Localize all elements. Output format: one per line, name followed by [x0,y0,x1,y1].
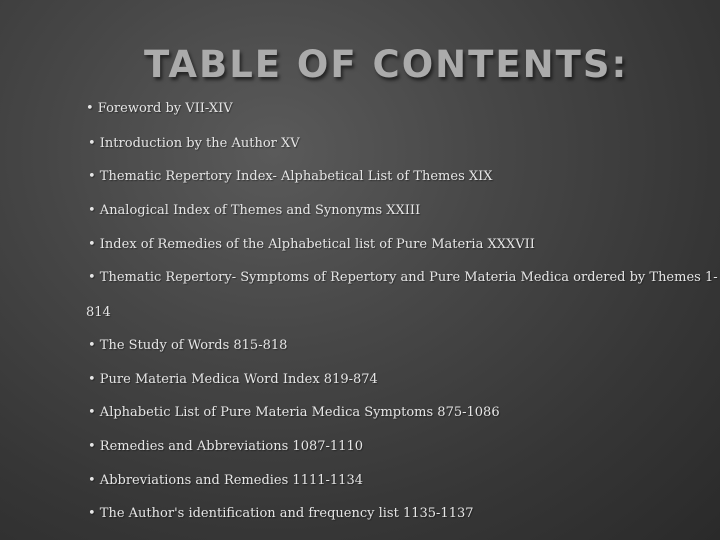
toc-item-thematic-repertory: • Thematic Repertory- Symptoms of Repertory and Pure Materia Medica ordered by Themes 1- [88,270,718,285]
slide-title: TABLE OF CONTENTS: [144,42,629,86]
toc-item-author-identification: • The Author's identification and frequency list 1135-1137 [88,506,474,521]
toc-item-alphabetic-symptoms: • Alphabetic List of Pure Materia Medica Symptoms 875-1086 [88,405,500,420]
toc-item-remedies-abbreviations: • Remedies and Abbreviations 1087-1110 [88,439,363,454]
toc-item-abbreviations-remedies: • Abbreviations and Remedies 1111-1134 [88,473,363,488]
toc-item-thematic-index: • Thematic Repertory Index- Alphabetical List of Themes XIX [88,169,493,184]
toc-item-introduction: • Introduction by the Author XV [88,136,300,151]
toc-item-index-of-remedies: • Index of Remedies of the Alphabetical list of Pure Materia XXXVII [88,237,535,252]
toc-item-study-of-words: • The Study of Words 815-818 [88,338,288,353]
toc-item-word-index: • Pure Materia Medica Word Index 819-874 [88,372,378,387]
toc-item-foreword: • Foreword by VII-XIV [86,101,233,116]
toc-item-analogical-index: • Analogical Index of Themes and Synonyms XXIII [88,203,421,218]
toc-item-thematic-repertory-continued: 814 [86,305,111,320]
